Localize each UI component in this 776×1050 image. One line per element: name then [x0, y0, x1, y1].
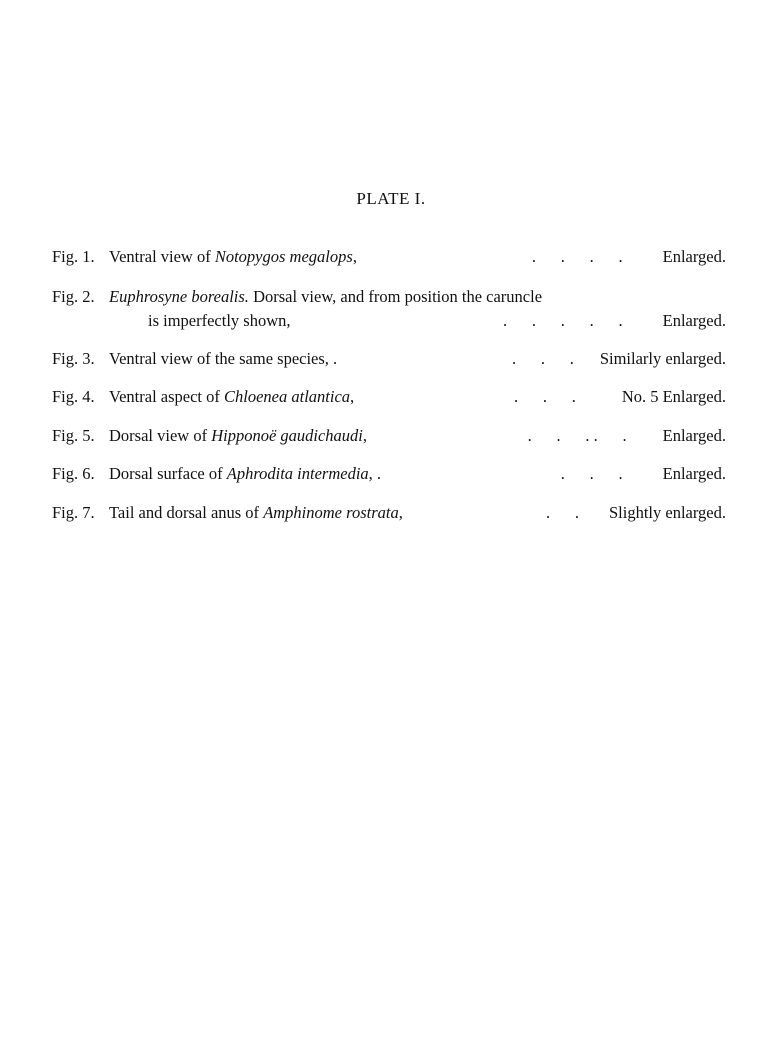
magnification-note: Enlarged. — [662, 247, 726, 266]
magnification-note: Enlarged. — [662, 426, 726, 445]
figure-entry-5 — [52, 424, 726, 448]
figure-entry-3 — [52, 347, 726, 371]
species-name: Aphrodita intermedia — [226, 464, 369, 483]
figure-description-continued: is imperfectly shown, . . . . . Enlarged. — [148, 311, 726, 330]
species-name: Chloenea atlantica — [224, 387, 351, 406]
figure-label: Fig. 1. — [52, 247, 95, 266]
figure-entry-1 — [52, 245, 726, 269]
figure-entry-4 — [52, 385, 726, 409]
magnification-note: Enlarged. — [662, 311, 726, 330]
leader-dots: . . . . . — [527, 426, 627, 445]
species-name: Notopygos megalops — [214, 247, 353, 266]
figure-description: Tail and dorsal anus of Amphinome rostrata, — [109, 503, 403, 522]
plate-title: PLATE I. — [356, 189, 426, 208]
figure-description: Ventral aspect of Chloenea atlantica, — [109, 387, 355, 406]
figure-label: Fig. 5. — [52, 426, 95, 445]
leader-dots: . . . . — [531, 247, 623, 266]
species-name: Euphrosyne borealis. — [109, 287, 249, 306]
figure-label: Fig. 7. — [52, 503, 95, 522]
leader-dots: . . . — [560, 464, 623, 483]
leader-dots: . . . — [511, 349, 574, 368]
species-name: Hipponoë gaudichaudi — [211, 426, 363, 445]
figure-label: Fig. 6. — [52, 464, 95, 483]
leader-dots: . . . . . — [502, 311, 623, 330]
figure-description: Ventral view of the same species, . — [109, 349, 338, 368]
magnification-note: No. 5 Enlarged. — [621, 387, 726, 406]
figure-entry-2 — [52, 285, 726, 333]
leader-dots: . . . — [513, 387, 576, 406]
figure-label: Fig. 2. — [52, 287, 95, 306]
magnification-note: Enlarged. — [662, 464, 726, 483]
leader-dots: . . — [545, 503, 579, 522]
magnification-note: Similarly enlarged. — [599, 349, 726, 368]
figure-description: Dorsal view of Hipponoë gaudichaudi, — [109, 426, 368, 445]
figure-label: Fig. 4. — [52, 387, 95, 406]
figure-description: Ventral view of Notopygos megalops, — [109, 247, 357, 266]
magnification-note: Slightly enlarged. — [608, 503, 726, 522]
figure-entry-6 — [52, 462, 726, 486]
figure-label: Fig. 3. — [52, 349, 95, 368]
figure-description: Euphrosyne borealis. Dorsal view, and from position the caruncle — [109, 287, 543, 306]
figure-description: Dorsal surface of Aphrodita intermedia, . — [109, 464, 382, 483]
figure-entry-7 — [52, 501, 726, 525]
species-name: Amphinome rostrata — [263, 503, 399, 522]
